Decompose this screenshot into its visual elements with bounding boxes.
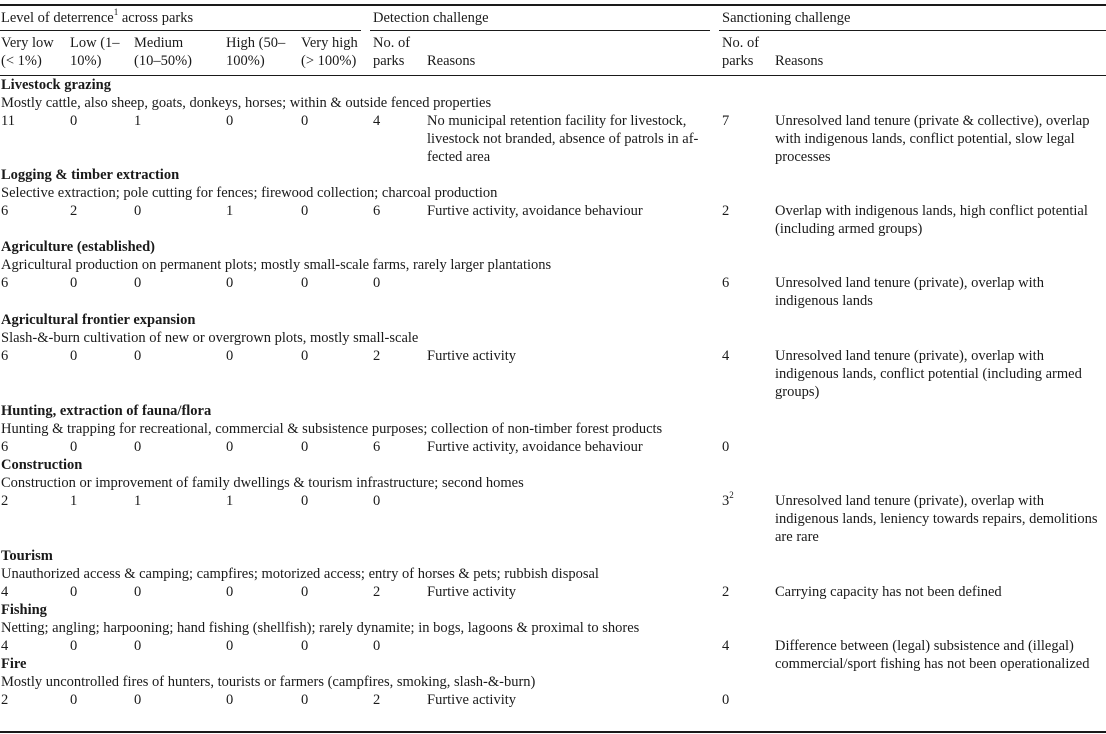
category-description: Hunting & trapping for recreational, commercial & subsistence purposes; collection of non-timber forest products	[1, 421, 663, 437]
category-description: Mostly uncontrolled fires of hunters, tourists or farmers (campfires, smoking, slash-&-burn)	[1, 674, 536, 690]
col-header-high	[226, 34, 285, 70]
deterrence-value-high: 0	[226, 113, 234, 129]
col-header-very-high-line1: Very high	[301, 35, 358, 51]
detection-parks-value: 0	[373, 275, 381, 291]
detection-reason-line: Furtive activity	[427, 348, 516, 364]
col-header-detection-parks	[373, 34, 410, 70]
sanction-parks-value	[722, 691, 729, 709]
deterrence-group-header	[1, 9, 193, 27]
col-header-medium-line2: (10–50%)	[134, 53, 192, 69]
deterrence-value-very-high: 0	[301, 584, 309, 600]
deterrence-value-low: 0	[70, 348, 78, 364]
deterrence-value-very-low: 6	[1, 348, 9, 364]
bottom-rule	[0, 731, 1106, 733]
detection-parks-value: 6	[373, 439, 381, 455]
category-description: Construction or improvement of family dwellings & tourism infrastructure; second homes	[1, 475, 524, 491]
col-header-detection-parks-line2: parks	[373, 53, 405, 69]
detection-parks-value: 6	[373, 203, 381, 219]
col-header-detection-reasons: Reasons	[427, 53, 476, 69]
sanction-parks-number: 2	[722, 203, 730, 219]
deterrence-value-very-low: 2	[1, 493, 9, 509]
sanction-parks-value	[722, 583, 729, 601]
sanction-reason-line: Unresolved land tenure (private & collective), overlap	[775, 113, 1090, 129]
sanction-reason-line: (including armed groups)	[775, 221, 923, 237]
sanction-reason-line: indigenous lands, conflict potential (including armed	[775, 366, 1082, 382]
sanction-reason-line: indigenous lands, leniency towards repairs, demolitions	[775, 511, 1098, 527]
category-heading: Fishing	[1, 602, 47, 618]
category-description: Agricultural production on permanent plots; mostly small-scale farms, rarely larger plantations	[1, 257, 552, 273]
detection-parks-value: 0	[373, 638, 381, 654]
category-description: Slash-&-burn cultivation of new or overgrown plots, mostly small-scale	[1, 330, 419, 346]
deterrence-value-very-low: 11	[1, 113, 15, 129]
category-heading: Hunting, extraction of fauna/flora	[1, 403, 212, 419]
sanction-group-rule	[719, 30, 1106, 31]
sanction-parks-value	[722, 274, 729, 292]
deterrence-value-high: 0	[226, 638, 234, 654]
deterrence-value-medium: 0	[134, 439, 142, 455]
deterrence-value-very-high: 0	[301, 348, 309, 364]
sanction-reason-line: Overlap with indigenous lands, high conflict potential	[775, 203, 1088, 219]
deterrence-value-medium: 0	[134, 348, 142, 364]
col-header-very-low-line2: (< 1%)	[1, 53, 42, 69]
category-heading: Fire	[1, 656, 27, 672]
col-header-sanction-parks-line2: parks	[722, 53, 754, 69]
deterrence-value-very-high: 0	[301, 638, 309, 654]
sanction-parks-number: 0	[722, 692, 730, 708]
sanction-reason-line: Difference between (legal) subsistence and (illegal)	[775, 638, 1074, 654]
detection-reason-line: fected area	[427, 149, 491, 165]
detection-reason-line: Furtive activity, avoidance behaviour	[427, 439, 643, 455]
sanction-parks-number: 2	[722, 584, 730, 600]
footnote-marker: 1	[113, 7, 119, 18]
detection-parks-value: 2	[373, 348, 381, 364]
category-description: Selective extraction; pole cutting for fences; firewood collection; charcoal production	[1, 185, 498, 201]
deterrence-value-very-high: 0	[301, 275, 309, 291]
sanction-reason-line: groups)	[775, 384, 820, 400]
col-header-low-line2: 10%)	[70, 53, 102, 69]
deterrence-value-low: 0	[70, 638, 78, 654]
detection-group-rule	[370, 30, 710, 31]
deterrence-value-low: 2	[70, 203, 78, 219]
sanction-parks-number: 3	[722, 493, 730, 509]
deterrence-value-high: 0	[226, 692, 234, 708]
sanction-group-header: Sanctioning challenge	[722, 10, 851, 26]
deterrence-value-very-high: 0	[301, 493, 309, 509]
detection-reason-line: livestock not branded, absence of patrols in af-	[427, 131, 699, 147]
detection-parks-value: 2	[373, 584, 381, 600]
deterrence-title: Level of deterrence	[1, 10, 114, 26]
sanction-reason-line: Unresolved land tenure (private), overlap with	[775, 493, 1044, 509]
deterrence-value-medium: 0	[134, 584, 142, 600]
deterrence-value-very-low: 6	[1, 439, 9, 455]
sanction-reason-line: commercial/sport fishing has not been operationalized	[775, 656, 1090, 672]
sanction-parks-value	[722, 202, 729, 220]
col-header-sanction-parks-line1: No. of	[722, 35, 760, 51]
deterrence-value-high: 1	[226, 493, 234, 509]
category-heading: Agriculture (established)	[1, 239, 155, 255]
sanction-reason-line: processes	[775, 149, 831, 165]
deterrence-title-suffix: across parks	[118, 10, 194, 26]
header-bottom-rule	[0, 75, 1106, 76]
deterrence-value-low: 1	[70, 493, 78, 509]
detection-reason-line: Furtive activity, avoidance behaviour	[427, 203, 643, 219]
sanction-reason-line: with indigenous lands, conflict potential, slow legal	[775, 131, 1075, 147]
deterrence-value-low: 0	[70, 584, 78, 600]
sanction-reason-line: are rare	[775, 529, 819, 545]
sanction-parks-value	[722, 112, 729, 130]
deterrence-value-very-high: 0	[301, 113, 309, 129]
col-header-high-line1: High (50–	[226, 35, 286, 51]
deterrence-value-medium: 0	[134, 692, 142, 708]
detection-reason-line: Furtive activity	[427, 584, 516, 600]
deterrence-value-high: 1	[226, 203, 234, 219]
detection-parks-value: 0	[373, 493, 381, 509]
sanction-reason-line: Unresolved land tenure (private), overlap with	[775, 275, 1044, 291]
deterrence-value-very-low: 4	[1, 584, 9, 600]
sanction-reason-line: indigenous lands	[775, 293, 873, 309]
deterrence-value-high: 0	[226, 439, 234, 455]
sanction-parks-number: 4	[722, 638, 730, 654]
deterrence-value-very-low: 6	[1, 203, 9, 219]
col-header-very-high	[301, 34, 358, 70]
detection-parks-value: 2	[373, 692, 381, 708]
category-heading: Livestock grazing	[1, 77, 111, 93]
sanction-reason-line: Unresolved land tenure (private), overlap with	[775, 348, 1044, 364]
deterrence-value-medium: 1	[134, 493, 142, 509]
category-heading: Tourism	[1, 548, 53, 564]
col-header-very-high-line2: (> 100%)	[301, 53, 357, 69]
sanction-parks-value	[722, 347, 729, 365]
deterrence-value-very-low: 2	[1, 692, 9, 708]
col-header-medium	[134, 34, 192, 70]
sanction-parks-value	[722, 438, 729, 456]
sanction-parks-value	[722, 637, 729, 655]
top-rule	[0, 4, 1106, 6]
col-header-sanction-parks	[722, 34, 759, 70]
col-header-very-low-line1: Very low	[1, 35, 54, 51]
deterrence-value-high: 0	[226, 348, 234, 364]
sanction-reason-line: Carrying capacity has not been defined	[775, 584, 1002, 600]
deterrence-value-very-high: 0	[301, 203, 309, 219]
sanction-parks-number: 7	[722, 113, 730, 129]
deterrence-value-very-low: 6	[1, 275, 9, 291]
col-header-detection-parks-line1: No. of	[373, 35, 411, 51]
category-heading: Logging & timber extraction	[1, 167, 180, 183]
detection-reason-line: Furtive activity	[427, 692, 516, 708]
col-header-very-low	[1, 34, 54, 70]
col-header-high-line2: 100%)	[226, 53, 265, 69]
category-description: Netting; angling; harpooning; hand fishing (shellfish); rarely dynamite; in bogs, lagoons & proximal to shores	[1, 620, 640, 636]
deterrence-value-low: 0	[70, 692, 78, 708]
sanction-parks-number: 6	[722, 275, 730, 291]
detection-reason-line: No municipal retention facility for livestock,	[427, 113, 687, 129]
col-header-sanction-reasons: Reasons	[775, 53, 824, 69]
deterrence-value-low: 0	[70, 113, 78, 129]
deterrence-group-rule	[0, 30, 361, 31]
detection-group-header: Detection challenge	[373, 10, 489, 26]
deterrence-value-medium: 0	[134, 275, 142, 291]
deterrence-value-medium: 1	[134, 113, 142, 129]
col-header-low	[70, 34, 120, 70]
deterrence-value-high: 0	[226, 584, 234, 600]
deterrence-value-very-high: 0	[301, 439, 309, 455]
sanction-parks-value	[722, 492, 734, 510]
col-header-low-line1: Low (1–	[70, 35, 120, 51]
deterrence-value-low: 0	[70, 439, 78, 455]
category-heading: Agricultural frontier expansion	[1, 312, 196, 328]
deterrence-value-medium: 0	[134, 638, 142, 654]
deterrence-value-very-low: 4	[1, 638, 9, 654]
footnote-marker: 2	[729, 490, 734, 501]
category-description: Mostly cattle, also sheep, goats, donkeys, horses; within & outside fenced properties	[1, 95, 492, 111]
category-description: Unauthorized access & camping; campfires; motorized access; entry of horses & pets; rubbish disposal	[1, 566, 599, 582]
sanction-parks-number: 0	[722, 439, 730, 455]
deterrence-value-medium: 0	[134, 203, 142, 219]
deterrence-value-high: 0	[226, 275, 234, 291]
category-heading: Construction	[1, 457, 83, 473]
col-header-medium-line1: Medium	[134, 35, 184, 51]
sanction-parks-number: 4	[722, 348, 730, 364]
deterrence-value-very-high: 0	[301, 692, 309, 708]
detection-parks-value: 4	[373, 113, 381, 129]
deterrence-value-low: 0	[70, 275, 78, 291]
